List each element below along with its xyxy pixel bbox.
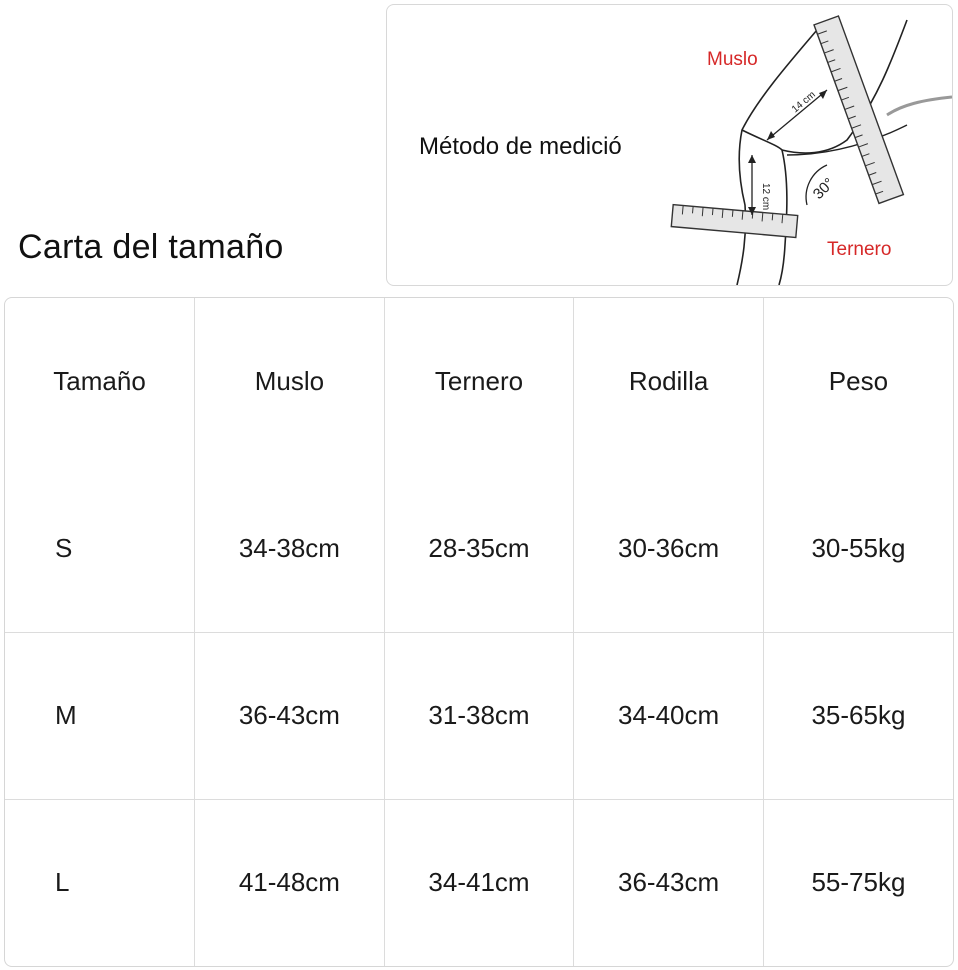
calf-cell: 28-35cm: [384, 465, 574, 632]
weight-cell: 55-75kg: [811, 867, 906, 898]
calf-cell: 34-41cm: [384, 799, 574, 966]
calf-cell: 31-38cm: [384, 632, 574, 799]
thigh-cell: 34-38cm: [195, 465, 385, 632]
measurement-method-panel: [386, 4, 953, 286]
knee-cell: 30-36cm: [574, 465, 764, 632]
header-knee: Rodilla: [574, 298, 764, 465]
header-thigh: Muslo: [195, 298, 385, 465]
method-label: Método de medició: [419, 133, 622, 160]
table-row: [5, 465, 953, 632]
knee-measurement-illustration: [667, 5, 952, 285]
size-cell: M: [5, 632, 195, 799]
knee-cell: 36-43cm: [574, 799, 764, 966]
table-row: [5, 632, 953, 799]
angle-label: 30°: [809, 174, 838, 203]
calf-offset-label: 12 cm: [760, 183, 771, 211]
thigh-tape: [814, 16, 903, 203]
thigh-cell: 36-43cm: [195, 632, 385, 799]
page-title: Carta del tamaño: [18, 228, 284, 266]
weight-cell: 30-55kg: [763, 465, 953, 632]
size-chart-table: [4, 297, 954, 967]
thigh-label: Muslo: [707, 49, 758, 70]
calf-tape: [671, 205, 797, 238]
weight-cell: 35-65kg: [763, 632, 953, 799]
header-size: Tamaño: [5, 298, 195, 465]
table-row: [5, 799, 953, 966]
size-cell: L: [5, 799, 195, 966]
thigh-offset-label: 14 cm: [789, 89, 818, 116]
knee-cell: 34-40cm: [574, 632, 764, 799]
size-cell: S: [5, 465, 195, 632]
thigh-cell: 41-48cm: [195, 799, 385, 966]
header-weight: Peso: [828, 366, 889, 396]
table-header-row: [5, 298, 953, 465]
calf-label: Ternero: [827, 239, 892, 260]
header-calf: Ternero: [384, 298, 574, 465]
